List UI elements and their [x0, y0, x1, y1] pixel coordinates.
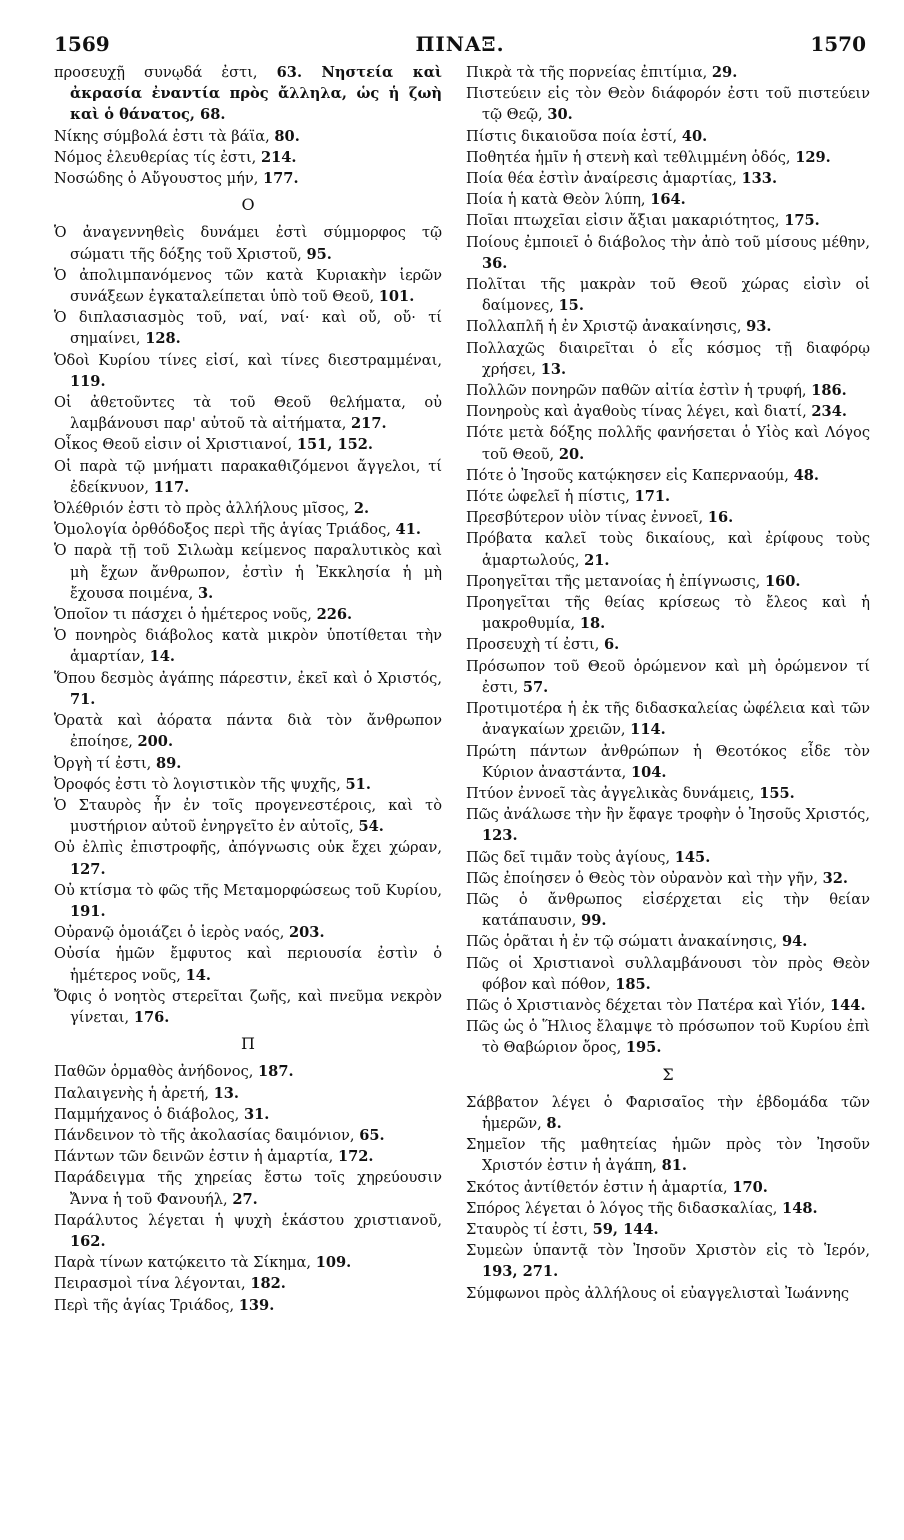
entry-text: Ποθητέα ἡμῖν ἡ στενὴ καὶ τεθλιμμένη ὁδός, — [466, 148, 791, 166]
entry-page-ref: 30. — [547, 106, 573, 124]
entry-page-ref: 15. — [558, 297, 584, 315]
entry-text: Πρόσωπον τοῦ Θεοῦ ὁρώμενον καὶ μὴ ὁρώμενον τί ἐστι, — [466, 657, 870, 696]
entry-page-ref: 144. — [829, 996, 866, 1014]
index-entry — [466, 931, 870, 952]
entry-page-ref: 117. — [153, 478, 190, 496]
index-entry — [54, 168, 442, 189]
entry-text: Προσευχὴ τί ἐστι, — [466, 636, 600, 654]
index-entry — [466, 168, 870, 189]
entry-page-ref: 21. — [584, 551, 610, 569]
entry-text: Πάντων τῶν δεινῶν ἐστιν ἡ ἁμαρτία, — [54, 1148, 334, 1166]
entry-text: Πῶς δεῖ τιμᾶν τοὺς ἁγίους, — [466, 848, 671, 866]
entry-page-ref: 129. — [795, 148, 831, 166]
index-entry — [54, 519, 442, 540]
entry-page-ref: 109. — [315, 1254, 352, 1272]
entry-text: Ὁμολογία ὀρθόδοξος περὶ τῆς ἁγίας Τριάδος, — [54, 521, 391, 539]
entry-page-ref: 176. — [133, 1008, 170, 1026]
entry-text: Πρώτη πάντων ἀνθρώπων ἡ Θεοτόκος εἶδε τὸν Κύριον ἀναστάντα, — [466, 742, 870, 781]
entry-text: Ποία θέα ἐστὶν ἀναίρεσις ἁμαρτίας, — [466, 170, 737, 188]
entry-page-ref: 94. — [781, 933, 808, 951]
entry-page-ref: 80. — [274, 127, 300, 145]
entry-page-ref: 128. — [145, 330, 181, 348]
entry-text: Ὄφις ὁ νοητὸς στερεῖται ζωῆς, καὶ πνεῦμα νεκρὸν γίνεται, — [54, 987, 442, 1026]
entry-text: Σπόρος λέγεται ὁ λόγος τῆς διδασκαλίας, — [466, 1199, 778, 1217]
index-entry — [54, 1295, 442, 1316]
index-entry — [466, 401, 870, 422]
entry-text: Νίκης σύμβολά ἐστι τὰ βάϊα, — [54, 127, 270, 145]
entry-page-ref: 171. — [634, 488, 671, 506]
entry-text: Οὐρανῷ ὁμοιάζει ὁ ἱερὸς ναός, — [54, 924, 285, 942]
index-entry — [54, 837, 442, 879]
entry-text: Ὁ παρὰ τῇ τοῦ Σιλωὰμ κείμενος παραλυτικὸς καὶ μὴ ἔχων ἄνθρωπον, ἐστὶν ἡ Ἐκκλησία ἡ μὴ ἔχουσα ποιμένα, — [54, 542, 442, 602]
entry-text: Πῶς ὁ ἄνθρωπος εἰσέρχεται εἰς τὴν θείαν κατάπαυσιν, — [466, 890, 870, 930]
entry-text: Νόμος ἐλευθερίας τίς ἐστι, — [54, 148, 257, 166]
index-entry — [54, 774, 442, 795]
entry-text: Πολῖται τῆς μακρὰν τοῦ Θεοῦ χώρας εἰσὶν οἱ δαίμονες, — [466, 276, 870, 315]
entry-page-ref: 226. — [316, 606, 353, 624]
section-letter: O — [241, 195, 255, 215]
entry-page-ref: 127. — [70, 860, 106, 878]
entry-text: Σημεῖον τῆς μαθητείας ἡμῶν πρὸς τὸν Ἰησοῦν Χριστόν ἐστιν ἡ ἀγάπη, — [466, 1136, 870, 1175]
index-entry — [466, 338, 870, 380]
index-entry — [54, 307, 442, 349]
entry-page-ref: 99. — [581, 912, 607, 930]
entry-text: Ὁ πονηρὸς διάβολος κατὰ μικρὸν ὑποτίθεται τὴν ἁμαρτίαν, — [54, 627, 442, 666]
entry-text: Ὁ διπλασιασμὸς τοῦ, ναί, ναί· καὶ οὔ, οὔ· τί σημαίνει, — [54, 309, 442, 348]
page-header — [54, 32, 866, 56]
entry-page-ref: 186. — [811, 382, 847, 400]
index-entry — [466, 868, 870, 889]
index-entry — [54, 540, 442, 604]
index-entry — [466, 528, 870, 570]
entry-page-ref: 71. — [70, 690, 96, 708]
index-entry — [466, 189, 870, 210]
entry-page-ref: 18. — [579, 615, 606, 633]
entry-text: Οὐ ἐλπὶς ἐπιστροφῆς, ἀπόγνωσις οὐκ ἔχει χώραν, — [54, 839, 442, 857]
entry-text: Ὅπου δεσμὸς ἀγάπης πάρεστιν, ἐκεῖ καὶ ὁ Χριστός, — [54, 669, 442, 687]
index-entry — [54, 1210, 442, 1252]
index-entry — [54, 392, 442, 434]
index-entry — [466, 507, 870, 528]
entry-page-ref: 148. — [782, 1199, 818, 1217]
entry-page-ref: 63. Νηστεία καὶ ἀκρασία ἐναντία πρὸς ἄλληλα, ὡς ἡ ζωὴ καὶ ὁ θάνατος, 68. — [70, 64, 442, 124]
index-entry — [54, 434, 442, 455]
index-entry — [466, 592, 870, 634]
entry-text: Πολλῶν πονηρῶν παθῶν αἰτία ἐστὶν ἡ τρυφή, — [466, 382, 807, 400]
entry-page-ref: 41. — [395, 521, 421, 539]
entry-text: Πειρασμοὶ τίνα λέγονται, — [54, 1275, 246, 1293]
entry-text: Ὁ Σταυρὸς ἦν ἐν τοῖς προγενεστέροις, καὶ τὸ μυστήριον αὐτοῦ ἐνηργεῖτο ἐν αὐτοῖς, — [54, 796, 442, 836]
entry-page-ref: 175. — [784, 212, 820, 230]
index-entry — [54, 795, 442, 837]
entry-text: Οἱ ἀθετοῦντες τὰ τοῦ Θεοῦ θελήματα, οὐ λαμβάνουσι παρ' αὐτοῦ τὰ αἰτήματα, — [54, 394, 442, 433]
entry-text: Πάνδεινον τὸ τῆς ἀκολασίας δαιμόνιον, — [54, 1126, 355, 1144]
index-entry — [466, 1092, 870, 1134]
entry-text: Πότε ὁ Ἰησοῦς κατῴκησεν εἰς Καπερναούμ, — [466, 466, 789, 484]
entry-text: Πῶς ὡς ὁ Ἥλιος ἔλαμψε τὸ πρόσωπον τοῦ Κυρίου ἐπὶ τὸ Θαβώριον ὄρος, — [466, 1018, 870, 1057]
index-entry — [54, 986, 442, 1028]
entry-page-ref: 8. — [546, 1114, 562, 1132]
entry-page-ref: 145. — [674, 848, 711, 866]
index-entry — [54, 62, 442, 126]
index-entry — [466, 486, 870, 507]
entry-text: Πότε ὠφελεῖ ἡ πίστις, — [466, 488, 630, 506]
index-entry — [466, 953, 870, 995]
entry-text: Πολλαπλῆ ἡ ἐν Χριστῷ ἀνακαίνησις, — [466, 318, 742, 336]
entry-page-ref: 104. — [630, 763, 667, 781]
index-entry — [466, 634, 870, 655]
entry-text: Πονηροὺς καὶ ἀγαθοὺς τίνας λέγει, καὶ διατί, — [466, 403, 807, 421]
index-entry — [54, 498, 442, 519]
entry-text: Ὁ ἀναγεννηθεὶς δυνάμει ἐστὶ σύμμορφος τῷ σώματι τῆς δόξης τοῦ Χριστοῦ, — [54, 224, 442, 263]
entry-page-ref: 81. — [661, 1157, 687, 1175]
index-entry — [466, 465, 870, 486]
index-entry — [466, 1219, 870, 1240]
index-entry — [466, 1134, 870, 1176]
entry-page-ref: 123. — [482, 827, 518, 845]
index-entry — [54, 1167, 442, 1209]
entry-text: Πῶς οἱ Χριστιανοὶ συλλαμβάνουσι τὸν πρὸς Θεὸν φόβον καὶ πόθον, — [466, 954, 870, 993]
entry-text: Πιστεύειν εἰς τὸν Θεὸν διάφορόν ἐστι τοῦ πιστεύειν τῷ Θεῷ, — [466, 85, 870, 124]
entry-text: Πρόβατα καλεῖ τοὺς δικαίους, καὶ ἐρίφους τοὺς ἁμαρτωλούς, — [466, 530, 870, 569]
entry-text: Σύμφωνοι πρὸς ἀλλήλους οἱ εὐαγγελισταὶ Ἰωάννης — [466, 1284, 850, 1302]
entry-text: Προηγεῖται τῆς μετανοίας ἡ ἐπίγνωσις, — [466, 572, 761, 590]
entry-text: Οὐ κτίσμα τὸ φῶς τῆς Μεταμορφώσεως τοῦ Κυρίου, — [54, 881, 442, 899]
entry-text: Πῶς ἀνάλωσε τὴν ἣν ἔφαγε τροφὴν ὁ Ἰησοῦς Χριστός, — [466, 806, 870, 824]
entry-page-ref: 32. — [822, 869, 848, 887]
index-entry — [466, 147, 870, 168]
index-entry — [54, 880, 442, 922]
entry-text: Νοσώδης ὁ Αὔγουστος μήν, — [54, 170, 259, 188]
left-column — [54, 62, 442, 1316]
entry-page-ref: 151, 152. — [296, 436, 373, 454]
entry-page-ref: 29. — [711, 64, 738, 81]
entry-page-ref: 214. — [260, 148, 297, 166]
entry-page-ref: 200. — [137, 733, 174, 751]
entry-text: Ποία ἡ κατὰ Θεὸν λύπη, — [466, 191, 646, 209]
index-entry — [54, 147, 442, 168]
entry-text: Σάββατον λέγει ὁ Φαρισαῖος τὴν ἑβδομάδα τῶν ἡμερῶν, — [466, 1093, 870, 1132]
entry-text: Παθῶν ὁρμαθὸς ἀνήδονος, — [54, 1063, 254, 1081]
entry-page-ref: 31. — [243, 1105, 270, 1123]
entry-page-ref: 182. — [250, 1275, 286, 1293]
index-entry — [466, 62, 870, 83]
index-entry — [466, 804, 870, 846]
entry-text: Οὐσία ἡμῶν ἔμφυτος καὶ περιουσία ἐστὶν ὁ ἡμέτερος νοῦς, — [54, 945, 442, 984]
index-entry — [466, 274, 870, 316]
index-entry — [466, 126, 870, 147]
entry-page-ref: 13. — [540, 360, 567, 378]
entry-page-ref: 93. — [746, 318, 772, 336]
entry-text: Παράδειγμα τῆς χηρείας ἔστω τοῖς χηρεύουσιν Ἄννα ἡ τοῦ Φανουήλ, — [54, 1169, 442, 1208]
entry-page-ref: 203. — [289, 924, 325, 942]
index-entry — [54, 668, 442, 710]
entry-page-ref: 48. — [793, 466, 819, 484]
index-entry — [54, 1083, 442, 1104]
index-entry — [466, 741, 870, 783]
entry-text: Πότε μετὰ δόξης πολλῆς φανήσεται ὁ Υἱὸς καὶ Λόγος τοῦ Θεοῦ, — [466, 424, 870, 463]
index-entry — [466, 232, 870, 274]
index-entry — [466, 210, 870, 231]
entry-text: Προτιμοτέρα ἡ ἐκ τῆς διδασκαλείας ὠφέλεια καὶ τῶν ἀναγκαίων χρειῶν, — [466, 700, 870, 739]
index-entry — [466, 316, 870, 337]
entry-page-ref: 133. — [741, 170, 778, 188]
index-entry — [54, 456, 442, 498]
index-entry — [54, 222, 442, 264]
entry-page-ref: 40. — [681, 127, 708, 145]
entry-page-ref: 14. — [149, 648, 175, 666]
index-entry — [466, 783, 870, 804]
entry-text: Πολλαχῶς διαιρεῖται ὁ εἷς κόσμος τῇ διαφόρῳ χρήσει, — [466, 339, 870, 378]
index-entry — [54, 1061, 442, 1082]
entry-page-ref: 217. — [351, 415, 387, 433]
entry-page-ref: 101. — [378, 288, 415, 306]
index-entry — [466, 889, 870, 931]
index-entry — [466, 422, 870, 464]
entry-page-ref: 185. — [615, 975, 651, 993]
entry-text: προσευχῇ συνῳδά ἐστι, — [54, 64, 258, 81]
index-entry — [54, 1104, 442, 1125]
entry-text: Ὁρατὰ καὶ ἀόρατα πάντα διὰ τὸν ἄνθρωπον ἐποίησε, — [54, 712, 442, 751]
entry-page-ref: 234. — [811, 403, 847, 421]
entry-text: Ὁδοὶ Κυρίου τίνες εἰσί, καὶ τίνες διεστραμμέναι, — [54, 351, 442, 369]
index-entry — [466, 83, 870, 125]
index-entry — [54, 126, 442, 147]
entry-page-ref: 3. — [197, 584, 214, 602]
entry-text: Πικρὰ τὰ τῆς πορνείας ἐπιτίμια, — [466, 64, 708, 81]
index-entry — [54, 265, 442, 307]
entry-text: Παράλυτος λέγεται ἡ ψυχὴ ἑκάστου χριστιανοῦ, — [54, 1211, 442, 1229]
entry-page-ref: 193, 271. — [482, 1263, 559, 1281]
entry-page-ref: 170. — [732, 1178, 768, 1196]
index-entry — [54, 1252, 442, 1273]
entry-text: Παμμήχανος ὁ διάβολος, — [54, 1105, 240, 1123]
entry-page-ref: 162. — [70, 1232, 106, 1250]
index-entry — [466, 995, 870, 1016]
index-entry — [466, 656, 870, 698]
index-entry — [466, 847, 870, 868]
entry-page-ref: 195. — [625, 1039, 662, 1057]
page-number-right: 1570 — [810, 32, 866, 56]
entry-page-ref: 95. — [306, 245, 332, 263]
entry-page-ref: 89. — [155, 754, 182, 772]
entry-page-ref: 13. — [213, 1084, 239, 1102]
entry-text: Ποίους ἐμποιεῖ ὁ διάβολος τὴν ἀπὸ τοῦ μίσους μέθην, — [466, 233, 870, 251]
index-entry — [54, 922, 442, 943]
entry-text: Προηγεῖται τῆς θείας κρίσεως τὸ ἔλεος καὶ ἡ μακροθυμία, — [466, 594, 870, 633]
index-entry — [54, 604, 442, 625]
page-title: ΠΙΝΑΞ. — [415, 32, 505, 56]
entry-text: Πρεσβύτερον υἱὸν τίνας ἐννοεῖ, — [466, 509, 704, 527]
entry-text: Πῶς ὁ Χριστιανὸς δέχεται τὸν Πατέρα καὶ Υἱόν, — [466, 996, 826, 1014]
entry-page-ref: 36. — [482, 254, 508, 272]
entry-page-ref: 114. — [630, 721, 666, 739]
entry-text: Ποῖαι πτωχεῖαι εἰσιν ἄξιαι μακαριότητος, — [466, 212, 780, 230]
index-entry — [466, 1016, 870, 1058]
entry-text: Ὀλέθριόν ἐστι τὸ πρὸς ἀλλήλους μῖσος, — [54, 500, 350, 518]
index-entry — [54, 350, 442, 392]
section-letter: Σ — [662, 1064, 674, 1084]
entry-page-ref: 65. — [359, 1126, 385, 1144]
entry-page-ref: 59, 144. — [592, 1220, 659, 1238]
index-entry — [54, 1273, 442, 1294]
right-column — [466, 62, 870, 1304]
index-entry — [466, 1283, 870, 1304]
entry-text: Συμεὼν ὑπαντᾷ τὸν Ἰησοῦν Χριστὸν εἰς τὸ Ἱερόν, — [466, 1242, 870, 1260]
index-entry — [54, 625, 442, 667]
index-entry — [54, 943, 442, 985]
entry-text: Ὀροφός ἐστι τὸ λογιστικὸν τῆς ψυχῆς, — [54, 775, 341, 793]
entry-text: Οἱ παρὰ τῷ μνήματι παρακαθιζόμενοι ἄγγελοι, τί ἐδείκνυον, — [54, 457, 442, 496]
entry-page-ref: 20. — [558, 445, 585, 463]
entry-text: Σταυρὸς τί ἐστι, — [466, 1220, 588, 1238]
entry-page-ref: 139. — [238, 1296, 275, 1314]
entry-page-ref: 164. — [650, 191, 686, 209]
entry-text: Ὁ ἀπολιμπανόμενος τῶν κατὰ Κυριακὴν ἱερῶν συνάξεων ἐγκαταλείπεται ὑπὸ τοῦ Θεοῦ, — [54, 266, 442, 306]
entry-text: Σκότος ἀντίθετόν ἐστιν ἡ ἁμαρτία, — [466, 1178, 728, 1196]
entry-text: Ὁποῖον τι πάσχει ὁ ἡμέτερος νοῦς, — [54, 606, 312, 624]
entry-page-ref: 187. — [258, 1063, 294, 1081]
entry-text: Πίστις δικαιοῦσα ποία ἐστί, — [466, 127, 678, 145]
index-entry — [54, 1146, 442, 1167]
index-entry — [466, 698, 870, 740]
index-entry — [466, 1240, 870, 1282]
entry-page-ref: 27. — [232, 1190, 258, 1208]
entry-text: Περὶ τῆς ἁγίας Τριάδος, — [54, 1296, 235, 1314]
entry-page-ref: 51. — [345, 775, 371, 793]
entry-page-ref: 6. — [604, 636, 620, 654]
section-letter: Π — [241, 1034, 255, 1054]
entry-page-ref: 54. — [358, 818, 384, 836]
page-number-left: 1569 — [54, 32, 110, 56]
index-entry — [466, 571, 870, 592]
index-entry — [466, 1198, 870, 1219]
entry-page-ref: 177. — [263, 170, 299, 188]
entry-page-ref: 2. — [353, 500, 370, 518]
entry-text: Παρὰ τίνων κατῴκειτο τὰ Σίκημα, — [54, 1254, 312, 1272]
entry-text: Πῶς ἐποίησεν ὁ Θεὸς τὸν οὐρανὸν καὶ τὴν γῆν, — [466, 869, 818, 887]
entry-page-ref: 57. — [522, 678, 549, 696]
entry-page-ref: 191. — [70, 902, 106, 920]
entry-text: Πῶς ὁρᾶται ἡ ἐν τῷ σώματι ἀνακαίνησις, — [466, 933, 778, 951]
entry-page-ref: 119. — [70, 372, 106, 390]
index-entry — [466, 1177, 870, 1198]
entry-text: Παλαιγενὴς ἡ ἀρετή, — [54, 1084, 209, 1102]
entry-text: Οἶκος Θεοῦ εἰσιν οἱ Χριστιανοί, — [54, 436, 293, 454]
entry-page-ref: 160. — [764, 572, 801, 590]
entry-page-ref: 172. — [337, 1148, 374, 1166]
index-entry — [54, 753, 442, 774]
entry-text: Ὀργὴ τί ἐστι, — [54, 754, 152, 772]
index-entry — [466, 380, 870, 401]
entry-page-ref: 16. — [707, 509, 734, 527]
entry-text: Πτύον ἐννοεῖ τὰς ἀγγελικὰς δυνάμεις, — [466, 784, 755, 802]
index-entry — [54, 710, 442, 752]
index-entry — [54, 1125, 442, 1146]
entry-page-ref: 14. — [185, 966, 211, 984]
entry-page-ref: 155. — [759, 784, 795, 802]
